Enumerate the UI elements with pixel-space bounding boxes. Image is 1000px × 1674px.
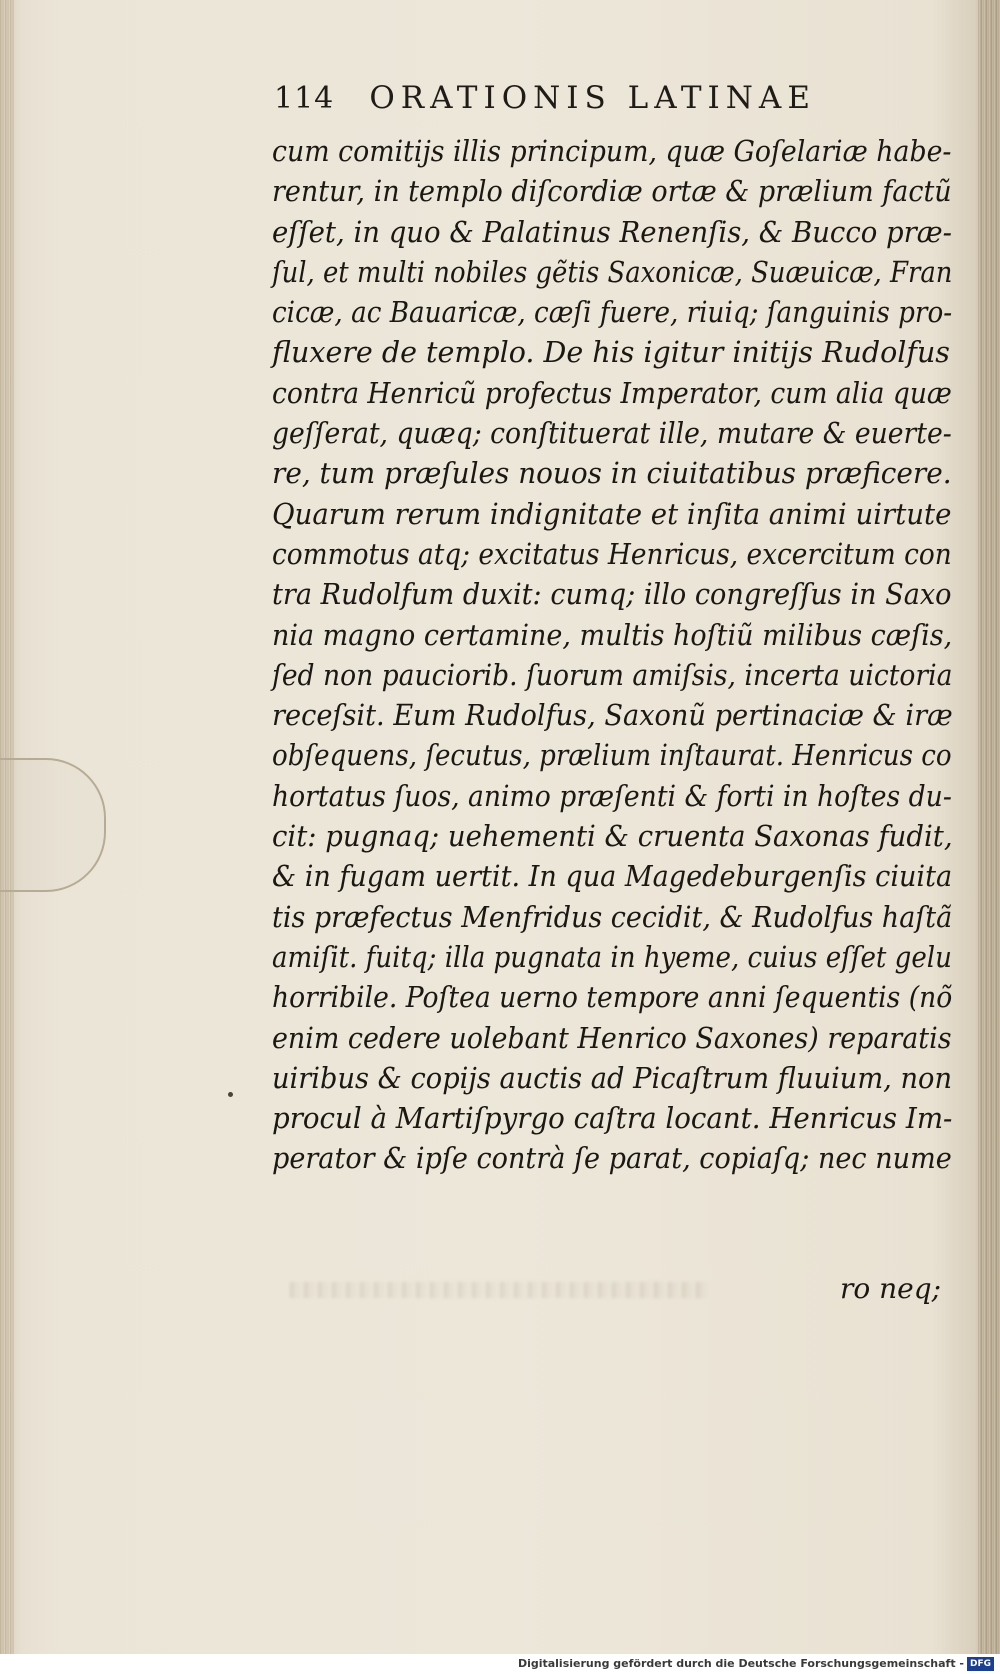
show-through-smudge [290,1282,710,1298]
text-line: enim cedere uolebant Henrico Saxones) reparatis [272,1021,952,1055]
text-line: re, tum præſules nouos in ciuitatibus præficere. [272,457,952,491]
text-line: cit: pugnaq; uehementi & cruenta Saxonas fudit, [272,820,953,854]
text-line: receſsit. Eum Rudolfus, Saxonũ pertinaciæ & iræ [272,699,953,733]
body-text [272,132,952,1180]
text-line: fluxere de templo. De his igitur initijs Rudolfus [272,336,950,370]
running-title: ORATIONIS LATINAE [369,80,816,116]
text-line: eſſet, in quo & Palatinus Renenſis, & Bucco præ- [272,215,952,249]
text-line: ſul, et multi nobiles gẽtis Saxonicæ, Suæuicæ, Fran [272,255,953,289]
text-line: perator & ipſe contrà ſe parat, copiaſq; nec nume [272,1142,952,1176]
page-edge-right [978,0,1000,1654]
catchword: ro neq; [840,1272,942,1305]
text-line: horribile. Poſtea uerno tempore anni ſequentis (nõ [272,981,953,1015]
text-line: obſequens, ſecutus, prælium inſtaurat. Henricus co [272,739,952,773]
digitization-footer [0,1654,1000,1674]
text-line: cicæ, ac Bauaricæ, cæſi fuere, riuiq; ſanguinis pro- [272,296,953,330]
text-line: hortatus ſuos, animo præſenti & forti in hoſtes du- [272,779,952,813]
text-line: tra Rudolfum duxit: cumq; illo congreſſus in Saxo [272,578,952,612]
ink-spot [228,1092,233,1097]
text-line: cum comitijs illis principum, quæ Goſelariæ habe- [272,135,952,168]
text-line: amiſit. fuitq; illa pugnata in hyeme, cuius eſſet gelu [272,940,952,974]
dfg-logo: DFG [967,1657,994,1671]
bookmark-ribbon-loop [0,758,106,892]
text-line: rentur, in templo diſcordiæ ortæ & prælium factũ [272,175,952,209]
text-line: procul à Martiſpyrgo caſtra locant. Henricus Im- [272,1102,953,1136]
text-line: geſſerat, quæq; conſtituerat ille, mutare & euerte- [272,417,952,451]
text-line: nia magno certamine, multis hoſtiũ milibus cæſis, [272,618,953,652]
text-line: uiribus & copijs auctis ad Picaſtrum fluuium, non [272,1061,952,1095]
running-head [274,80,874,130]
text-line: & in fugam uertit. In qua Magedeburgenſis ciuita [272,860,953,894]
text-line: tis præfectus Menfridus cecidit, & Rudolfus haſtã [272,900,953,934]
text-line: contra Henricũ profectus Imperator, cum alia quæ [272,376,952,410]
funding-credit: Digitalisierung gefördert durch die Deutsche Forschungsgemeinschaft - [517,1657,964,1670]
text-line: ſed non pauciorib. ſuorum amiſsis, incerta uictoria [272,658,953,692]
text-line: commotus atq; excitatus Henricus, excercitum con [272,537,952,571]
page-number: 114 [274,81,335,116]
text-line: Quarum rerum indignitate et inſita animi uirtute [272,497,952,531]
